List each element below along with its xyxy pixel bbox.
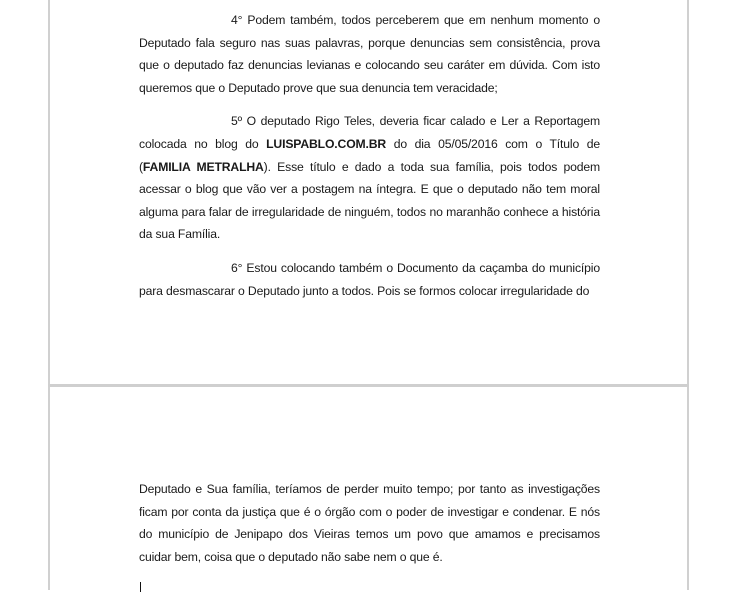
page-right-edge [687, 0, 689, 590]
paragraph-number: 5º [231, 114, 242, 129]
page-2-text [139, 478, 600, 568]
page-1-text [139, 9, 600, 302]
paragraph-text: Estou colocando também o Documento da caçamba do município para desmascarar o Deputado junto a todos. Pois se formos colocar irregularidade do [139, 260, 600, 298]
paragraph-text: do dia 05/05/2016 com o Título de ( [139, 136, 600, 174]
paragraph-4 [139, 9, 600, 99]
paragraph-6 [139, 257, 600, 302]
paragraph-5 [139, 110, 600, 246]
page-left-edge [48, 0, 50, 590]
paragraph-text: ). Esse título e dado a toda sua família, pois todos podem acessar o blog que vão ver a postagem na íntegra. E que o deputado não tem moral alguma para falar de irregularidade de ninguém, todos no maranhão conhece a história da sua Família. [139, 159, 600, 242]
paragraph-text: O deputado Rigo Teles, deveria ficar calado e Ler a Reportagem colocada no blog do [139, 114, 600, 151]
text-cursor [140, 582, 141, 592]
paragraph-number: 4° [231, 13, 243, 27]
paragraph-number: 6° [231, 260, 243, 275]
page-break [48, 384, 689, 387]
blog-name: LUISPABLO.COM.BR [266, 136, 387, 151]
post-title: FAMILIA METRALHA [142, 159, 264, 174]
paragraph-text: Podem também, todos perceberem que em nenhum momento o Deputado fala seguro nas suas palavras, porque denuncias sem consistência, prova que o deputado faz denuncias levianas e colocando seu caráter em dúvida. Com isto queremos que o Deputado prove que sua denuncia tem veracidade; [139, 13, 600, 95]
paragraph-6-continued: Deputado e Sua família, teríamos de perder muito tempo; por tanto as investigações ficam por conta da justiça que é o órgão com o poder de investigar e condenar. E nós do município de Jenipapo dos Vieiras temos um povo que amamos e precisamos cuidar bem, coisa que o deputado não sabe nem o que é. [139, 482, 600, 564]
